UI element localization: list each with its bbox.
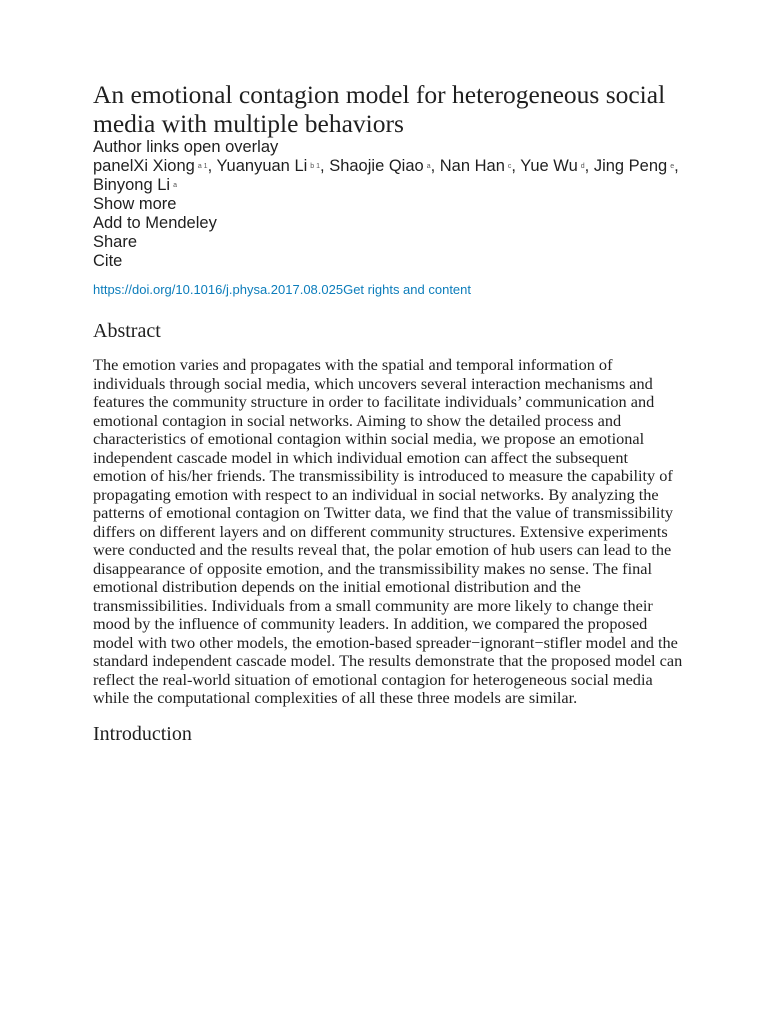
article-meta [93, 138, 683, 271]
abstract-heading: Abstract [93, 320, 161, 343]
doi-row [93, 282, 683, 298]
author-affiliation-marker: a [426, 163, 431, 171]
author-affiliation-marker: d [580, 163, 585, 171]
author-xi-xiong[interactable] [133, 157, 207, 175]
author-separator: , [511, 157, 521, 175]
author-separator: , [584, 157, 594, 175]
author-yuanyuan-li[interactable] [216, 157, 320, 175]
author-separator: , [207, 157, 217, 175]
panel-prefix: panel [93, 157, 134, 175]
author-name: Yue Wu [520, 157, 578, 175]
rights-link[interactable]: Get rights and content [343, 282, 472, 298]
author-affiliation-marker: a 1 [197, 163, 208, 171]
article-title: An emotional contagion model for heterogeneous social media with multiple behaviors [93, 80, 666, 138]
author-links-toggle[interactable]: Author links open overlay [93, 138, 279, 156]
author-name: Yuanyuan Li [216, 157, 308, 175]
add-to-mendeley-button[interactable]: Add to Mendeley [93, 214, 217, 233]
author-name: Jing Peng [593, 157, 668, 175]
author-nan-han[interactable] [440, 157, 512, 175]
author-binyong-li[interactable] [93, 176, 177, 194]
introduction-heading: Introduction [93, 722, 192, 745]
abstract-text: The emotion varies and propagates with the spatial and temporal information of individuals through social media, which uncovers several interaction mechanisms and features the community structure in order to facilitate individuals’ communication and emotional contagion in social networks. Aiming to show the detailed process and characteristics of emotional contagion within social media, we propose an emotional independent cascade model in which individual emotion can affect the subsequent emotion of his/her friends. The transmissibility is introduced to measure the capability of propagating emotion with respect to an individual in social networks. By analyzing the patterns of emotional contagion on Twitter data, we find that the value of transmissibility differs on different layers and on different community structures. Extensive experiments were conducted and the results reveal that, the polar emotion of hub users can lead to the disappearance of opposite emotion, and the transmissibility makes no sense. The final emotional distribution depends on the initial emotional distribution and the transmissibilities. Individuals from a small community are more likely to change their mood by the influence of community leaders. In addition, we compared the proposed model with two other models, the emotion-based spreader−ignorant−stifler model and the standard independent cascade model. The results demonstrate that the proposed model can reflect the real-world situation of emotional contagion for heterogeneous social media while the computational complexities of all these three models are similar. [93, 355, 683, 708]
share-button[interactable]: Share [93, 233, 138, 252]
author-affiliation-marker: a [173, 182, 177, 190]
author-separator: , [674, 157, 679, 175]
author-shaojie-qiao[interactable] [329, 157, 430, 175]
author-separator: , [320, 157, 330, 175]
doi-link[interactable]: https://doi.org/10.1016/j.physa.2017.08.025 [93, 282, 344, 298]
cite-button[interactable]: Cite [93, 252, 123, 271]
author-name: Nan Han [439, 157, 505, 175]
show-more-button[interactable]: Show more [93, 195, 177, 214]
author-list [93, 157, 683, 195]
author-name: Binyong Li [93, 176, 171, 195]
author-affiliation-marker: c [507, 163, 512, 171]
author-name: Xi Xiong [133, 157, 195, 175]
author-affiliation-marker: b 1 [310, 163, 321, 171]
author-yue-wu[interactable] [520, 157, 584, 175]
author-affiliation-marker: e [670, 163, 675, 171]
author-name: Shaojie Qiao [329, 157, 424, 175]
author-separator: , [430, 157, 440, 175]
article-page [93, 80, 683, 746]
author-jing-peng[interactable] [594, 157, 674, 175]
